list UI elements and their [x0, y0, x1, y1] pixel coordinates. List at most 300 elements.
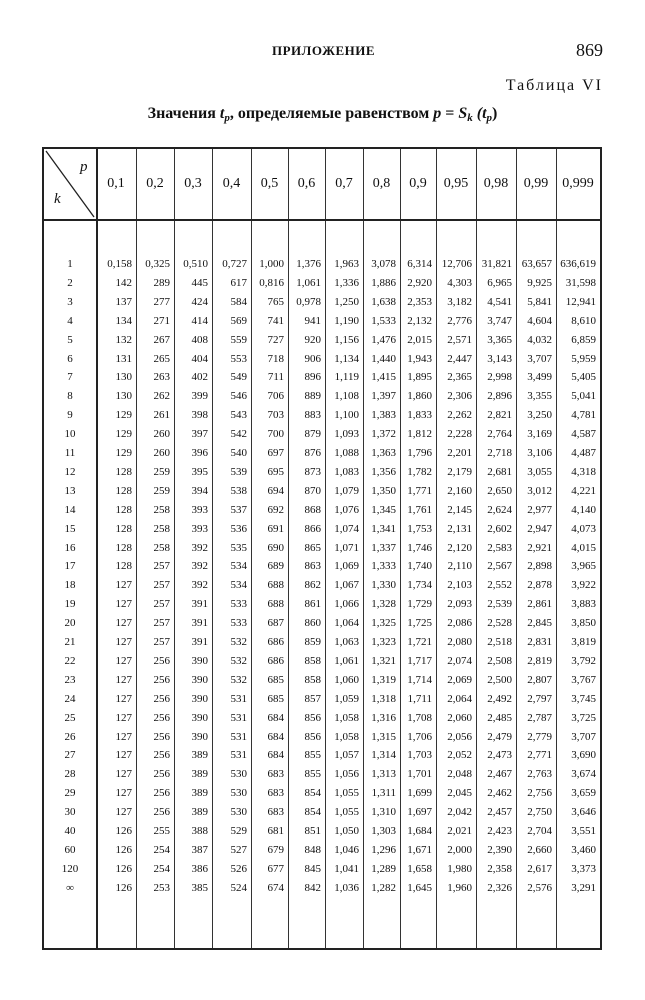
table-cell: 862 [304, 579, 321, 592]
table-cell: 2,045 [447, 787, 472, 800]
table-cell: 1,761 [407, 503, 432, 516]
table-cell: 534 [230, 579, 247, 592]
table-cell: 531 [230, 692, 247, 705]
table-cell: 684 [267, 749, 284, 762]
table-cell: 687 [267, 617, 284, 630]
table-cell: 1,711 [407, 692, 432, 705]
table-cell: 689 [267, 560, 284, 573]
table-cell: 2,921 [527, 541, 552, 554]
table-cell: 870 [304, 484, 321, 497]
table-cell: 2,021 [447, 825, 472, 837]
table-cell: 1,782 [407, 465, 432, 478]
table-row [44, 576, 600, 594]
table-cell: 126 [115, 862, 132, 875]
table-cell: 1,036 [334, 881, 359, 894]
table-cell: 1,059 [334, 692, 359, 705]
table-cell: 259 [153, 465, 170, 478]
row-k-label: 1 [67, 258, 73, 270]
table-row [44, 425, 600, 443]
table-cell: 2,365 [447, 371, 472, 384]
table-cell: 539 [230, 465, 247, 478]
table-cell: 1,440 [371, 352, 396, 365]
table-cell: 2,080 [447, 636, 472, 648]
table-cell: 2,120 [447, 541, 472, 554]
table-cell: 1,350 [371, 484, 396, 497]
table-row [44, 709, 600, 727]
table-cell: 3,725 [571, 711, 596, 724]
column-header: 0,4 [222, 176, 241, 191]
column-header: 0,99 [523, 176, 549, 191]
column-header: 0,2 [146, 176, 164, 191]
table-cell: 1,336 [334, 276, 359, 289]
table-cell: 532 [230, 673, 247, 686]
table-cell: 527 [230, 843, 247, 856]
table-cell: 1,886 [371, 276, 396, 289]
table-cell: 1,108 [334, 390, 359, 403]
table-cell: 1,050 [334, 825, 359, 837]
table-cell: 2,326 [487, 881, 512, 894]
table-cell: 1,960 [447, 881, 472, 894]
table-cell: 686 [267, 654, 284, 667]
table-cell: 63,657 [521, 258, 552, 270]
table-cell: 6,965 [487, 276, 512, 289]
table-cell: 1,046 [334, 843, 359, 856]
table-cell: 896 [304, 371, 321, 384]
table-cell: 4,032 [527, 333, 552, 346]
table-cell: 2,571 [447, 333, 472, 346]
table-cell: 1,055 [334, 806, 359, 819]
table-row [44, 350, 600, 368]
table-cell: 1,812 [407, 428, 432, 441]
table-cell: 129 [115, 447, 132, 459]
table-cell: 2,473 [487, 749, 512, 762]
table-cell: 1,093 [334, 428, 359, 441]
table-cell: 537 [230, 503, 247, 516]
table-cell: 2,423 [487, 825, 512, 837]
table-cell: 2,947 [527, 522, 552, 535]
table-cell: 2,831 [527, 636, 552, 648]
table-cell: 126 [115, 881, 132, 894]
table-cell: 1,000 [259, 258, 284, 270]
table-cell: 674 [267, 881, 284, 894]
table-cell: 289 [153, 276, 170, 289]
running-title: ПРИЛОЖЕНИЕ [272, 43, 376, 58]
table-cell: 1,638 [371, 295, 396, 308]
table-cell: 2,878 [527, 579, 552, 592]
table-cell: 684 [267, 730, 284, 743]
table-cell: 1,729 [407, 598, 432, 611]
table-cell: 584 [230, 295, 247, 308]
table-cell: 3,747 [487, 314, 512, 327]
table-cell: 1,717 [407, 654, 432, 667]
table-cell: 9,925 [527, 276, 552, 289]
table-cell: 1,684 [407, 825, 432, 837]
table-cell: 1,771 [407, 484, 432, 497]
table-cell: 2,390 [487, 843, 512, 856]
table-cell: 2,763 [527, 768, 552, 781]
table-cell: 3,819 [571, 636, 596, 648]
table-cell: 3,646 [571, 806, 596, 819]
table-row [44, 368, 600, 386]
table-cell: 1,533 [371, 314, 396, 327]
table-cell: 1,415 [371, 371, 396, 384]
table-cell: 31,598 [565, 276, 596, 289]
table-cell: 530 [230, 787, 247, 800]
table-cell: 2,920 [407, 276, 432, 289]
table-cell: 0,510 [183, 258, 208, 270]
row-k-label: 40 [64, 825, 76, 837]
row-k-label: 27 [64, 749, 76, 762]
table-cell: 414 [191, 314, 208, 327]
table-cell: 2,567 [487, 560, 512, 573]
row-k-label: 28 [64, 768, 76, 781]
table-cell: 3,182 [447, 295, 472, 308]
table-cell: 1,341 [371, 522, 396, 535]
table-caption: Значения $t_p$, определяемые равенством $p = S_k$ $(t_p)$ [147, 105, 498, 124]
table-cell: 128 [115, 465, 132, 478]
table-cell: 2,228 [447, 428, 472, 441]
table-cell: 1,658 [407, 862, 432, 875]
table-cell: 389 [191, 749, 208, 762]
table-cell: 3,460 [571, 843, 596, 856]
table-cell: 389 [191, 768, 208, 781]
table-cell: 3,499 [527, 371, 552, 384]
table-cell: 256 [153, 730, 170, 743]
table-cell: 2,086 [447, 617, 472, 630]
table-row [44, 557, 600, 575]
table-cell: 6,859 [571, 333, 596, 346]
student-t-table [42, 147, 602, 950]
table-cell: 1,383 [371, 409, 396, 422]
table-cell: 683 [267, 806, 284, 819]
table-cell: 3,707 [527, 352, 552, 365]
table-cell: 532 [230, 636, 247, 648]
table-cell: 126 [115, 825, 132, 837]
table-row [44, 860, 600, 878]
row-k-label: 17 [64, 560, 76, 573]
table-cell: 2,093 [447, 598, 472, 611]
table-cell: 883 [304, 409, 321, 422]
row-k-label: 15 [64, 522, 76, 535]
table-cell: 538 [230, 484, 247, 497]
table-cell: 2,492 [487, 692, 512, 705]
table-cell: 688 [267, 598, 284, 611]
table-cell: 2,306 [447, 390, 472, 403]
table-cell: 127 [115, 749, 132, 762]
table-cell: 12,941 [565, 295, 596, 308]
table-cell: 387 [191, 843, 208, 856]
table-cell: 1,330 [371, 579, 396, 592]
table-cell: 531 [230, 749, 247, 762]
table-cell: 941 [304, 314, 321, 327]
table-cell: 256 [153, 692, 170, 705]
table-cell: 543 [230, 409, 247, 422]
table-cell: 1,058 [334, 711, 359, 724]
table-cell: 529 [230, 825, 247, 837]
row-k-label: 21 [64, 636, 76, 648]
row-k-label: 14 [64, 503, 76, 516]
table-cell: 2,160 [447, 484, 472, 497]
table-cell: 1,061 [334, 654, 359, 667]
table-cell: 1,337 [371, 541, 396, 554]
table-cell: 685 [267, 673, 284, 686]
row-k-label: ∞ [66, 881, 74, 894]
table-cell: 2,132 [407, 314, 432, 327]
table-cell: 0,978 [296, 295, 321, 308]
table-cell: 1,190 [334, 314, 359, 327]
table-cell: 3,850 [571, 617, 596, 630]
table-cell: 129 [115, 428, 132, 441]
table-cell: 1,156 [334, 333, 359, 346]
table-cell: 0,325 [145, 258, 170, 270]
table-cell: 1,714 [407, 673, 432, 686]
row-k-label: 10 [64, 428, 76, 441]
table-cell: 1,076 [334, 503, 359, 516]
table-cell: 255 [153, 825, 170, 837]
table-cell: 1,296 [371, 843, 396, 856]
row-k-label: 4 [67, 314, 73, 327]
table-cell: 256 [153, 749, 170, 762]
table-cell: 2,576 [527, 881, 552, 894]
table-cell: 391 [191, 598, 208, 611]
table-cell: 1,796 [407, 447, 432, 459]
table-cell: 1,753 [407, 522, 432, 535]
table-cell: 394 [191, 484, 208, 497]
table-cell: 134 [115, 314, 132, 327]
table-cell: 1,134 [334, 352, 359, 365]
table-cell: 690 [267, 541, 284, 554]
table-cell: 127 [115, 730, 132, 743]
table-cell: 262 [153, 390, 170, 403]
table-cell: 1,315 [371, 730, 396, 743]
table-cell: 3,169 [527, 428, 552, 441]
table-cell: 546 [230, 390, 247, 403]
table-cell: 1,313 [371, 768, 396, 781]
table-cell: 1,310 [371, 806, 396, 819]
table-cell: 1,071 [334, 541, 359, 554]
table-cell: 393 [191, 522, 208, 535]
table-cell: 1,056 [334, 768, 359, 781]
table-cell: 257 [153, 617, 170, 630]
table-cell: 277 [153, 295, 170, 308]
table-cell: 127 [115, 806, 132, 819]
table-row [44, 331, 600, 349]
table-cell: 261 [153, 409, 170, 422]
table-cell: 868 [304, 503, 321, 516]
table-cell: 4,303 [447, 276, 472, 289]
table-cell: 2,056 [447, 730, 472, 743]
table-row [44, 255, 600, 273]
table-cell: 254 [153, 862, 170, 875]
table-cell: 3,792 [571, 654, 596, 667]
row-k-label: 13 [64, 484, 76, 497]
table-cell: 3,055 [527, 465, 552, 478]
table-cell: 1,074 [334, 522, 359, 535]
table-cell: 2,467 [487, 768, 512, 781]
table-cell: 128 [115, 560, 132, 573]
table-cell: 706 [267, 390, 284, 403]
table-cell: 388 [191, 825, 208, 837]
table-cell: 126 [115, 843, 132, 856]
table-cell: 2,457 [487, 806, 512, 819]
table-cell: 1,319 [371, 673, 396, 686]
table-cell: 3,551 [571, 825, 596, 837]
table-cell: 259 [153, 484, 170, 497]
row-k-label: 9 [67, 409, 73, 422]
column-header: 0,5 [260, 176, 279, 191]
table-cell: 3,355 [527, 390, 552, 403]
table-cell: 3,690 [571, 749, 596, 762]
table-cell: 256 [153, 711, 170, 724]
table-cell: 1,740 [407, 560, 432, 573]
row-k-label: 2 [67, 276, 73, 289]
table-row [44, 406, 600, 424]
table-cell: 1,311 [371, 787, 396, 800]
table-cell: 2,074 [447, 654, 472, 667]
column-header: 0,6 [297, 176, 316, 191]
page-number: 869 [576, 40, 603, 60]
corner-k-label: k [54, 191, 61, 207]
header-divider [44, 219, 600, 221]
table-cell: 1,289 [371, 862, 396, 875]
table-cell: 3,659 [571, 787, 596, 800]
table-cell: 12,706 [441, 258, 472, 270]
table-cell: 865 [304, 541, 321, 554]
table-cell: 3,365 [487, 333, 512, 346]
table-cell: 1,703 [407, 749, 432, 762]
table-cell: 1,328 [371, 598, 396, 611]
table-cell: 636,619 [560, 258, 596, 270]
row-k-label: 22 [64, 654, 76, 667]
table-cell: 390 [191, 673, 208, 686]
table-cell: 889 [304, 390, 321, 403]
table-cell: 681 [267, 825, 284, 837]
table-cell: 404 [191, 352, 208, 365]
table-cell: 386 [191, 862, 208, 875]
table-cell: 128 [115, 541, 132, 554]
table-cell: 536 [230, 522, 247, 535]
row-k-label: 30 [64, 806, 76, 819]
table-cell: 1,058 [334, 730, 359, 743]
table-cell: 2,998 [487, 371, 512, 384]
row-k-label: 60 [64, 843, 76, 856]
table-cell: 2,718 [487, 447, 512, 459]
table-cell: 2,508 [487, 654, 512, 667]
table-cell: 6,314 [407, 258, 432, 270]
table-cell: 408 [191, 333, 208, 346]
table-cell: 2,764 [487, 428, 512, 441]
table-row [44, 312, 600, 330]
table-row [44, 633, 600, 651]
table-cell: 1,100 [334, 409, 359, 422]
table-cell: 402 [191, 371, 208, 384]
table-cell: 3,965 [571, 560, 596, 573]
table-cell: 1,333 [371, 560, 396, 573]
table-cell: 569 [230, 314, 247, 327]
table-cell: 686 [267, 636, 284, 648]
table-cell: 2,528 [487, 617, 512, 630]
table-cell: 2,447 [447, 352, 472, 365]
table-cell: 842 [304, 881, 321, 894]
table-cell: 1,721 [407, 636, 432, 648]
table-row [44, 879, 600, 897]
table-cell: 2,650 [487, 484, 512, 497]
table-cell: 858 [304, 654, 321, 667]
table-cell: 127 [115, 673, 132, 686]
table-cell: 679 [267, 843, 284, 856]
table-row [44, 293, 600, 311]
table-cell: 3,078 [371, 258, 396, 270]
table-cell: 2,583 [487, 541, 512, 554]
table-cell: 683 [267, 787, 284, 800]
table-cell: 2,500 [487, 673, 512, 686]
table-cell: 399 [191, 390, 208, 403]
table-cell: 0,727 [222, 258, 247, 270]
table-cell: 1,063 [334, 636, 359, 648]
table-cell: 4,318 [571, 465, 596, 478]
row-k-label: 7 [67, 371, 73, 384]
table-cell: 1,069 [334, 560, 359, 573]
table-cell: 127 [115, 711, 132, 724]
table-cell: 859 [304, 636, 321, 648]
table-cell: 533 [230, 598, 247, 611]
table-cell: 390 [191, 730, 208, 743]
table-cell: 1,066 [334, 598, 359, 611]
table-cell: 395 [191, 465, 208, 478]
table-cell: 4,487 [571, 447, 596, 459]
table-cell: 879 [304, 428, 321, 441]
row-k-label: 16 [64, 541, 76, 554]
table-cell: 2,552 [487, 579, 512, 592]
table-cell: 424 [191, 295, 208, 308]
corner-p-label: p [80, 159, 88, 175]
table-cell: 1,734 [407, 579, 432, 592]
corner-diagonal-line [44, 149, 96, 219]
row-k-label: 12 [64, 465, 76, 478]
table-row [44, 501, 600, 519]
table-cell: 1,064 [334, 617, 359, 630]
table-cell: 3,143 [487, 352, 512, 365]
table-cell: 129 [115, 409, 132, 422]
table-cell: 1,067 [334, 579, 359, 592]
table-cell: 1,697 [407, 806, 432, 819]
table-cell: 260 [153, 428, 170, 441]
table-label: Таблица VI [505, 77, 603, 94]
table-row [44, 595, 600, 613]
row-k-label: 25 [64, 711, 76, 724]
column-header: 0,95 [443, 176, 469, 191]
table-cell: 271 [153, 314, 170, 327]
table-cell: 1,895 [407, 371, 432, 384]
table-cell: 2,479 [487, 730, 512, 743]
table-cell: 130 [115, 371, 132, 384]
table-row [44, 671, 600, 689]
table-cell: 3,291 [571, 881, 596, 894]
table-cell: 392 [191, 579, 208, 592]
table-cell: 0,816 [259, 276, 284, 289]
table-cell: 5,041 [571, 390, 596, 403]
table-cell: 1,321 [371, 654, 396, 667]
table-cell: 127 [115, 579, 132, 592]
table-cell: 3,106 [527, 447, 552, 459]
row-k-label: 11 [64, 447, 76, 459]
column-header: 0,9 [409, 176, 427, 191]
table-cell: 2,602 [487, 522, 512, 535]
table-cell: 1,314 [371, 749, 396, 762]
column-header: 0,999 [562, 176, 594, 191]
running-head [0, 40, 645, 64]
table-cell: 855 [304, 749, 321, 762]
